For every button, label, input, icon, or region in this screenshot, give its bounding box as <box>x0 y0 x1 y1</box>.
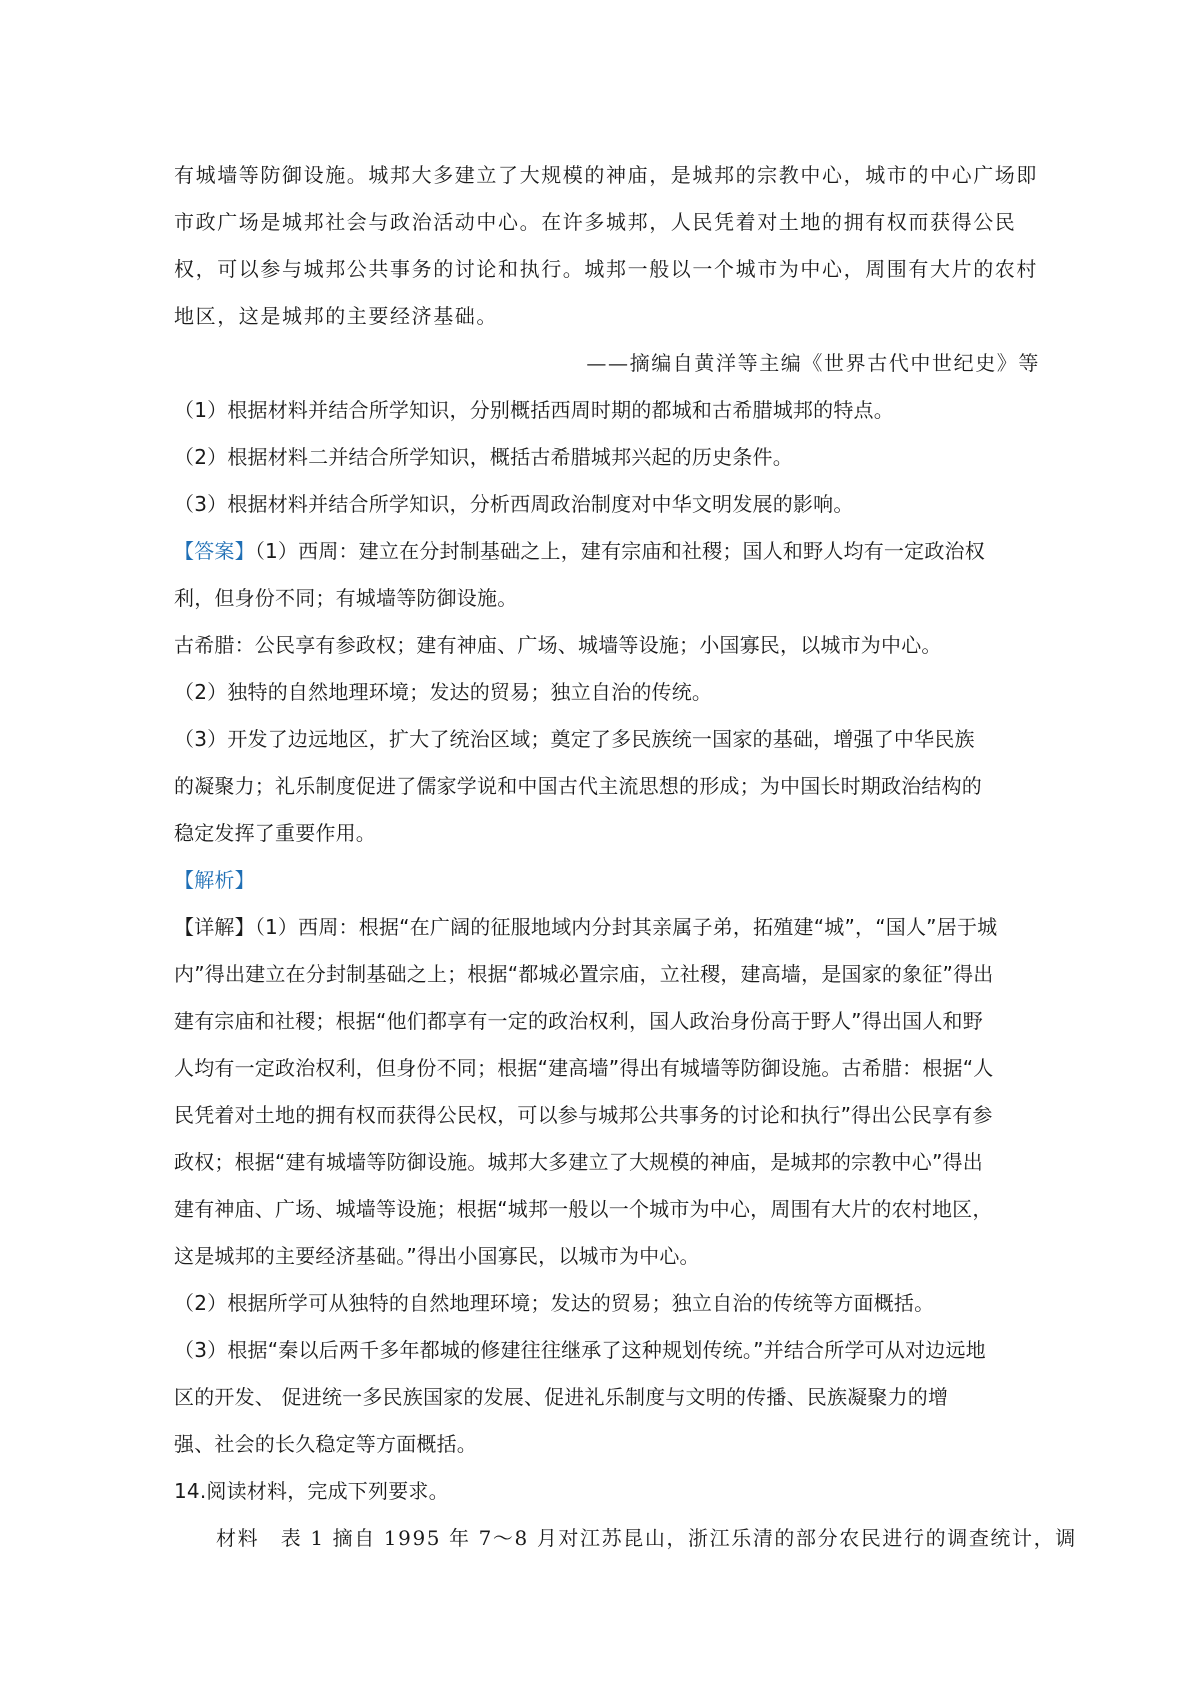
answer-line: 古希腊：公民享有参政权；建有神庙、广场、城墙等设施；小国寡民，以城市为中心。 <box>174 633 942 657</box>
answer-tag: 【答案】 <box>174 539 255 563</box>
question-list <box>174 387 1040 528</box>
material-continuation <box>174 152 1040 340</box>
detail-line: 内”得出建立在分封制基础之上；根据“都城必置宗庙，立社稷，建高墙，是国家的象征”得出 <box>174 962 994 986</box>
material-line: 有城墙等防御设施。城邦大多建立了大规模的神庙，是城邦的宗教中心，城市的中心广场即 <box>174 163 1038 187</box>
detail-first-line <box>174 904 1040 951</box>
citation: ——摘编自黄洋等主编《世界古代中世纪史》等 <box>586 351 1040 375</box>
detail-line: 民凭着对土地的拥有权而获得公民权，可以参与城邦公共事务的讨论和执行”得出公民享有参 <box>174 1103 993 1127</box>
analysis-heading <box>174 857 1040 904</box>
answer-line: （2）独特的自然地理环境；发达的贸易；独立自治的传统。 <box>174 680 713 704</box>
answer-section <box>174 528 1040 857</box>
detail-tag: 【详解】 <box>174 915 255 939</box>
question-item: （3）根据材料并结合所学知识，分析西周政治制度对中华文明发展的影响。 <box>174 492 854 516</box>
answer-line: 的凝聚力；礼乐制度促进了儒家学说和中国古代主流思想的形成；为中国长时期政治结构的 <box>174 774 982 798</box>
question-item: （1）根据材料并结合所学知识，分别概括西周时期的都城和古希腊城邦的特点。 <box>174 398 894 422</box>
detail-line: 人均有一定政治权利，但身份不同；根据“建高墙”得出有城墙等防御设施。古希腊：根据“人 <box>174 1056 994 1080</box>
detail-line: 建有宗庙和社稷；根据“他们都享有一定的政治权利，国人政治身份高于野人”得出国人和野 <box>174 1009 983 1033</box>
material-line: 市政广场是城邦社会与政治活动中心。在许多城邦，人民凭着对土地的拥有权而获得公民 <box>174 210 1017 234</box>
question-14-material: 材料 表 1 摘自 1995 年 7～8 月对江苏昆山，浙江乐清的部分农民进行的调查统计，调 <box>216 1526 1077 1550</box>
material-line: 权，可以参与城邦公共事务的讨论和执行。城邦一般以一个城市为中心，周围有大片的农村 <box>174 257 1038 281</box>
detail-line: 区的开发、 促进统一多民族国家的发展、促进礼乐制度与文明的传播、民族凝聚力的增 <box>174 1385 949 1409</box>
material-line: 地区，这是城邦的主要经济基础。 <box>174 304 498 328</box>
answer-line: 稳定发挥了重要作用。 <box>174 821 376 845</box>
answer-text: （1）西周：建立在分封制基础之上，建有宗庙和社稷；国人和野人均有一定政治权 <box>254 539 985 563</box>
detail-line: 政权；根据“建有城墙等防御设施。城邦大多建立了大规模的神庙，是城邦的宗教中心”得出 <box>174 1150 983 1174</box>
answer-first-line <box>174 528 1040 575</box>
question-item: （2）根据材料二并结合所学知识，概括古希腊城邦兴起的历史条件。 <box>174 445 793 469</box>
answer-line: （3）开发了边远地区，扩大了统治区域；奠定了多民族统一国家的基础，增强了中华民族 <box>174 727 975 751</box>
document-page <box>174 152 1077 1562</box>
detail-text: （1）西周：根据“在广阔的征服地域内分封其亲属子弟，拓殖建“城”，“国人”居于城 <box>254 915 998 939</box>
answer-line: 利，但身份不同；有城墙等防御设施。 <box>174 586 518 610</box>
analysis-tag: 【解析】 <box>174 868 255 892</box>
detail-line: 建有神庙、广场、城墙等设施；根据“城邦一般以一个城市为中心，周围有大片的农村地区， <box>174 1197 993 1221</box>
detail-line: 这是城邦的主要经济基础。”得出小国寡民，以城市为中心。 <box>174 1244 700 1268</box>
detail-line: 强、社会的长久稳定等方面概括。 <box>174 1432 477 1456</box>
detail-line: （3）根据“秦以后两千多年都城的修建往往继承了这种规划传统。”并结合所学可从对边远地 <box>174 1338 986 1362</box>
detail-section <box>174 904 1040 1468</box>
detail-line: （2）根据所学可从独特的自然地理环境；发达的贸易；独立自治的传统等方面概括。 <box>174 1291 935 1315</box>
question-14-heading: 14.阅读材料，完成下列要求。 <box>174 1479 449 1503</box>
